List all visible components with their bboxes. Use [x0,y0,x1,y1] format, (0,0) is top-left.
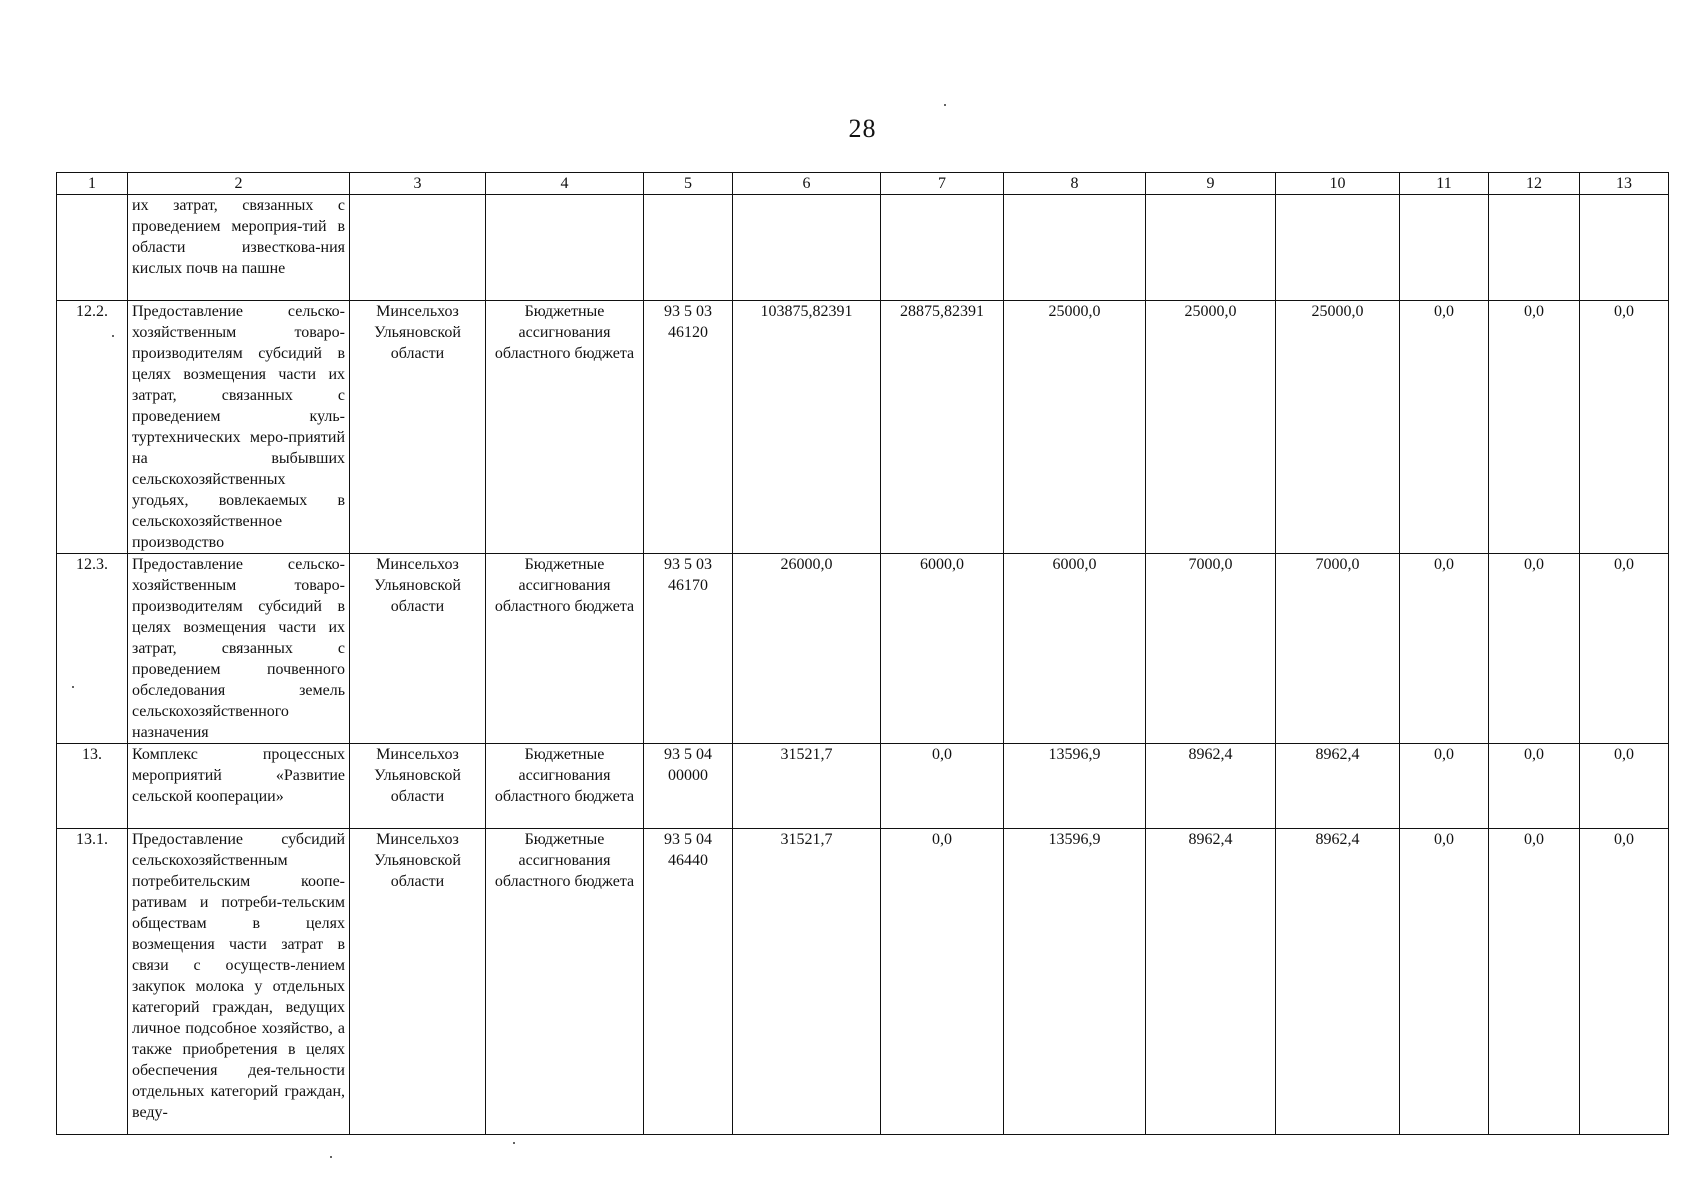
value-cell: 0,0 [1400,744,1489,829]
column-header: 12 [1489,173,1580,195]
column-header: 8 [1004,173,1146,195]
table-row [57,195,1669,301]
value-cell: 103875,82391 [733,301,881,554]
value-cell: 26000,0 [733,554,881,744]
budget-code: 93 5 04 00000 [644,744,733,829]
column-header: 1 [57,173,128,195]
column-header: 9 [1146,173,1276,195]
row-number: 13.1. [57,829,128,1135]
table-row [57,829,1669,1135]
row-number: 12.2. [57,301,128,554]
column-header: 13 [1580,173,1669,195]
budget-code: 93 5 03 46170 [644,554,733,744]
executor [350,195,486,301]
column-header: 3 [350,173,486,195]
executor: Минсельхоз Ульяновской области [350,829,486,1135]
row-number [57,195,128,301]
scan-speck [944,104,946,106]
value-cell: 0,0 [1489,554,1580,744]
value-cell: 13596,9 [1004,829,1146,1135]
funding-source [486,195,644,301]
value-cell: 0,0 [1489,829,1580,1135]
measure-name: Комплекс процессных мероприятий «Развитие сельской кооперации» [128,744,350,829]
column-header: 7 [881,173,1004,195]
funding-source: Бюджетные ассигнования областного бюджета [486,744,644,829]
value-cell [1580,195,1669,301]
value-cell: 0,0 [1400,301,1489,554]
value-cell: 0,0 [1580,301,1669,554]
value-cell [733,195,881,301]
value-cell: 8962,4 [1276,744,1400,829]
value-cell: 0,0 [1489,744,1580,829]
value-cell: 6000,0 [881,554,1004,744]
page-number: 28 [848,114,877,143]
value-cell: 8962,4 [1146,829,1276,1135]
value-cell: 25000,0 [1276,301,1400,554]
measure-name: их затрат, связанных с проведением мероприя-тий в области известкова-ния кислых почв на пашне [128,195,350,301]
column-header: 2 [128,173,350,195]
column-header: 10 [1276,173,1400,195]
executor: Минсельхоз Ульяновской области [350,744,486,829]
value-cell: 7000,0 [1146,554,1276,744]
measure-name: Предоставление субсидий сельскохозяйственным потребительским коопе-ративам и потреби-тельским обществам в целях возмещения части затрат в связи с осуществ-лением закупок молока у отдельных категорий граждан, ведущих личное подсобное хозяйство, а также приобретения в целях обеспечения дея-тельности отдельных категорий граждан, веду- [128,829,350,1135]
executor: Минсельхоз Ульяновской области [350,554,486,744]
value-cell: 6000,0 [1004,554,1146,744]
scan-speck [330,1156,332,1158]
value-cell [1489,195,1580,301]
budget-code: 93 5 04 46440 [644,829,733,1135]
value-cell [1400,195,1489,301]
value-cell: 0,0 [1580,744,1669,829]
table-row [57,301,1669,554]
value-cell [1146,195,1276,301]
row-number: 13. [57,744,128,829]
value-cell: 8962,4 [1276,829,1400,1135]
value-cell: 28875,82391 [881,301,1004,554]
value-cell: 31521,7 [733,744,881,829]
budget-table [56,172,1669,1135]
column-header: 11 [1400,173,1489,195]
budget-code [644,195,733,301]
measure-name: Предоставление сельско-хозяйственным товаро-производителям субсидий в целях возмещения части их затрат, связанных с проведением почвенного обследования земель сельскохозяйственного назначения [128,554,350,744]
value-cell [1276,195,1400,301]
value-cell: 0,0 [1400,829,1489,1135]
value-cell [881,195,1004,301]
budget-code: 93 5 03 46120 [644,301,733,554]
executor: Минсельхоз Ульяновской области [350,301,486,554]
funding-source: Бюджетные ассигнования областного бюджета [486,829,644,1135]
scan-speck [513,1142,515,1144]
row-number: 12.3. [57,554,128,744]
value-cell [1004,195,1146,301]
funding-source: Бюджетные ассигнования областного бюджета [486,554,644,744]
measure-name: Предоставление сельско-хозяйственным товаро-производителям субсидий в целях возмещения части их затрат, связанных с проведением куль-туртехнических меро-приятий на выбывших сельскохозяйственных угодьях, вовлекаемых в сельскохозяйственное производство [128,301,350,554]
value-cell: 13596,9 [1004,744,1146,829]
value-cell: 0,0 [1489,301,1580,554]
table-row [57,744,1669,829]
value-cell: 0,0 [881,744,1004,829]
value-cell: 25000,0 [1146,301,1276,554]
column-number-row [57,173,1669,195]
funding-source: Бюджетные ассигнования областного бюджета [486,301,644,554]
value-cell: 31521,7 [733,829,881,1135]
value-cell: 0,0 [1400,554,1489,744]
column-header: 5 [644,173,733,195]
value-cell: 7000,0 [1276,554,1400,744]
value-cell: 0,0 [881,829,1004,1135]
table-row [57,554,1669,744]
value-cell: 0,0 [1580,829,1669,1135]
column-header: 4 [486,173,644,195]
value-cell: 0,0 [1580,554,1669,744]
value-cell: 8962,4 [1146,744,1276,829]
value-cell: 25000,0 [1004,301,1146,554]
column-header: 6 [733,173,881,195]
